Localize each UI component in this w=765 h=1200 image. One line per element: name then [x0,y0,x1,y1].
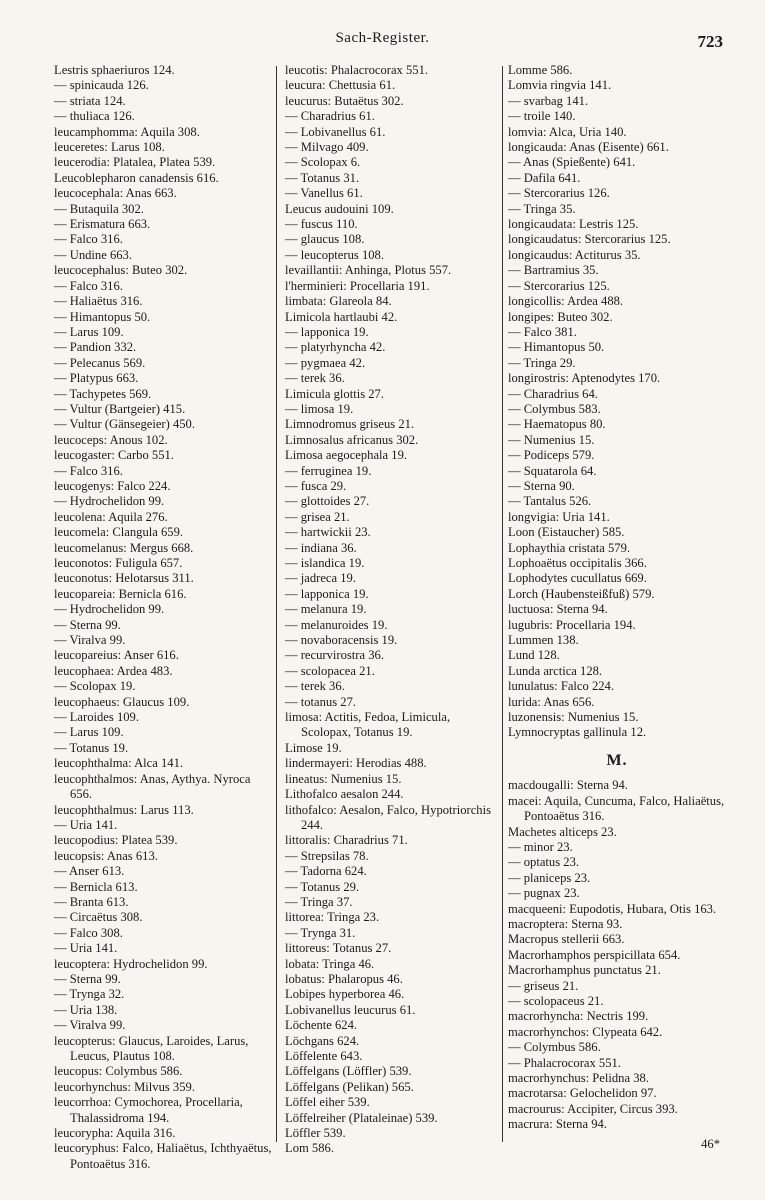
index-entry: — grisea 21. [285,509,350,524]
index-entry: — Scolopax 6. [285,155,361,170]
index-entry: — Totanus 31. [285,170,360,185]
index-entry: — Butaquila 302. [54,201,144,216]
index-entry: — Dafila 641. [508,170,581,185]
index-entry: — Numenius 15. [508,432,595,447]
index-entry: luzonensis: Numenius 15. [508,710,639,725]
index-entry: longicaudus: Actiturus 35. [508,247,641,262]
index-entry: — Sterna 99. [54,617,121,632]
index-entry: Löffelgans (Löffler) 539. [285,1064,412,1079]
index-entry: lurida: Anas 656. [508,694,595,709]
index-entry: — Bernicla 613. [54,879,138,894]
index-entry: leucocephalus: Buteo 302. [54,263,188,278]
index-entry: — spinicauda 126. [54,78,149,93]
index-entry: Lobipes hyperborea 46. [285,987,405,1002]
index-entry: — Squatarola 64. [508,463,597,478]
index-entry: leucorhynchus: Milvus 359. [54,1079,195,1094]
index-entry: Lom 586. [285,1141,334,1156]
index-entry: — Strepsilas 78. [285,848,369,863]
index-entry: — Tringa 29. [508,355,576,370]
index-entry: lomvia: Alca, Uria 140. [508,124,627,139]
index-entry: leucomela: Clangula 659. [54,525,184,540]
index-entry: — pugnax 23. [508,886,580,901]
index-entry: — Stercorarius 126. [508,186,610,201]
index-entry: macrotarsa: Gelochelidon 97. [508,1086,657,1101]
index-entry: — limosa 19. [285,401,354,416]
index-entry: — glaucus 108. [285,232,365,247]
index-entry: limosa: Actitis, Fedoa, Limicula, Scolopax, Totanus 19. [285,710,451,740]
index-entry: — Sterna 90. [508,478,575,493]
index-entry: — Viralva 99. [54,1018,126,1033]
index-entry: Macrorhamphos perspicillata 654. [508,947,681,962]
index-entry: — leucopterus 108. [285,247,384,262]
index-entry: Lunda arctica 128. [508,663,603,678]
index-entry: longicaudata: Lestris 125. [508,217,639,232]
index-entry: leucomelanus: Mergus 668. [54,540,194,555]
index-entry: Lophaythia cristata 579. [508,540,631,555]
index-entry: — Lobivanellus 61. [285,124,386,139]
index-entry: — Vanellus 61. [285,186,363,201]
index-entry: — striata 124. [54,93,126,108]
running-header: Sach-Register. [335,30,430,46]
index-entry: — Uria 138. [54,1002,118,1017]
index-entry: — griseus 21. [508,978,579,993]
index-entry: Lomme 586. [508,63,573,77]
index-entry: Lophodytes cucullatus 669. [508,571,647,586]
index-entry: Lestris sphaeriuros 124. [54,63,175,77]
index-entry: littoreus: Totanus 27. [285,941,392,956]
index-entry: — hartwickii 23. [285,525,371,540]
index-entry: macrorhynchus: Pelidna 38. [508,1071,649,1085]
index-entry: — Laroides 109. [54,710,139,725]
index-entry: lugubris: Procellaria 194. [508,617,636,632]
index-entry: Machetes alticeps 23. [508,824,617,839]
index-entry: — Falco 316. [54,232,123,247]
index-entry: Löffel eiher 539. [285,1095,370,1110]
index-entry: — Falco 381. [508,324,577,339]
index-entry: — Circaëtus 308. [54,910,143,925]
index-entry: macdougalli: Sterna 94. [508,778,628,793]
index-entry: lindermayeri: Herodias 488. [285,756,427,771]
index-column-3-bottom [508,778,726,1132]
index-entry: — indiana 36. [285,540,357,555]
index-entry: — Totanus 29. [285,879,360,894]
index-entry: Lund 128. [508,648,560,663]
index-entry: — islandica 19. [285,556,365,570]
index-entry: — Vultur (Bartgeier) 415. [54,401,186,416]
index-entry: — planiceps 23. [508,870,591,885]
index-entry: Löffelreiher (Plataleinae) 539. [285,1110,438,1125]
index-entry: Limnosalus africanus 302. [285,432,419,447]
index-entry: longicollis: Ardea 488. [508,294,624,309]
index-entry: littoralis: Charadrius 71. [285,833,408,848]
index-entry: — glottoides 27. [285,494,370,509]
index-entry: Lobivanellus leucurus 61. [285,1002,416,1017]
index-entry: macrorhynchos: Clypeata 642. [508,1024,663,1039]
index-entry: — Sterna 99. [54,971,121,986]
index-entry: longicauda: Anas (Eisente) 661. [508,140,669,155]
index-entry: lineatus: Numenius 15. [285,771,402,786]
index-entry: Löffler 539. [285,1126,346,1141]
index-entry: longirostris: Aptenodytes 170. [508,371,661,386]
index-entry: Loon (Eistaucher) 585. [508,525,625,540]
index-entry: macroptera: Sterna 93. [508,916,623,931]
index-entry: leucurus: Butaëtus 302. [285,93,404,108]
index-entry: — Undine 663. [54,247,133,262]
index-entry: Macrorhamphus punctatus 21. [508,963,661,978]
index-entry: Macropus stellerii 663. [508,932,625,947]
index-entry: lobata: Tringa 46. [285,956,375,971]
index-entry: Lomvia ringvia 141. [508,78,612,93]
index-entry: — Branta 613. [54,894,129,909]
index-entry: Löchgans 624. [285,1033,360,1048]
index-entry: — Platypus 663. [54,371,139,386]
index-entry: lunulatus: Falco 224. [508,679,614,694]
index-entry: Lithofalco aesalon 244. [285,787,404,802]
index-entry: leucoptera: Hydrochelidon 99. [54,956,208,971]
index-entry: leuconotos: Fuligula 657. [54,556,183,570]
index-entry: leucopareia: Bernicla 616. [54,586,187,601]
index-entry: leucoceps: Anous 102. [54,432,168,447]
index-entry: — Charadrius 61. [285,109,375,124]
index-entry: leucorrhoa: Cymochorea, Procellaria, Thalassidroma 194. [54,1095,243,1125]
index-entry: — Pandion 332. [54,340,137,355]
index-entry: Leucus audouini 109. [285,201,394,216]
index-entry: leucogaster: Carbo 551. [54,448,174,463]
index-entry: — Colymbus 583. [508,401,601,416]
index-entry: Löffelente 643. [285,1049,363,1063]
index-entry: — ferruginea 19. [285,463,372,478]
index-entry: leucophthalmos: Anas, Aythya. Nyroca 656. [54,771,251,802]
index-entry: — scolopacea 21. [285,663,375,678]
index-column-3-top [508,63,726,741]
index-entry: — Tantalus 526. [508,494,592,509]
index-entry: luctuosa: Sterna 94. [508,602,608,617]
index-entry: — Himantopus 50. [54,309,151,324]
index-entry: — thuliaca 126. [54,109,135,124]
index-entry: — Tadorna 624. [285,864,367,879]
index-entry: — Pelecanus 569. [54,355,146,370]
index-entry: — Larus 109. [54,725,124,740]
index-entry: — fuscus 110. [285,217,358,232]
index-entry: Limicula glottis 27. [285,386,384,401]
index-entry: — Anas (Spießente) 641. [508,155,636,170]
index-entry: — lapponica 19. [285,586,369,601]
index-entry: leucopareius: Anser 616. [54,648,179,663]
index-entry: limbata: Glareola 84. [285,294,392,309]
index-entry: l'herminieri: Procellaria 191. [285,278,430,293]
index-entry: leucophthalma: Alca 141. [54,756,184,771]
index-entry: — Hydrochelidon 99. [54,602,165,617]
index-entry: — fusca 29. [285,478,347,493]
index-column-1 [54,63,272,1172]
index-entry: leuconotus: Helotarsus 311. [54,571,194,586]
signature-mark: 46* [701,1136,720,1151]
index-entry: macrourus: Accipiter, Circus 393. [508,1101,678,1116]
index-entry: longipes: Buteo 302. [508,309,613,324]
page-number: 723 [697,32,723,51]
index-entry: — Uria 141. [54,817,118,832]
index-entry: — terek 36. [285,679,345,694]
index-entry: longvigia: Uria 141. [508,509,610,524]
index-entry: — pygmaea 42. [285,355,366,370]
index-entry: — melanuroides 19. [285,617,388,632]
index-entry: leucotis: Phalacrocorax 551. [285,63,429,77]
index-entry: macrorhyncha: Nectris 199. [508,1009,649,1024]
index-entry: leucophthalmus: Larus 113. [54,802,194,817]
index-entry: leucamphomma: Aquila 308. [54,124,200,139]
index-entry: leucophaeus: Glaucus 109. [54,694,190,709]
index-entry: macei: Aquila, Cuncuma, Falco, Haliaëtus, Pontoaëtus 316. [508,793,725,824]
index-entry: — Podiceps 579. [508,448,595,463]
index-entry: leucopsis: Anas 613. [54,848,158,863]
index-entry: — jadreca 19. [285,571,356,586]
index-entry: leucolena: Aquila 276. [54,509,168,524]
index-entry: Limicola hartlaubi 42. [285,309,398,324]
column-divider-1 [276,66,277,1142]
index-entry: — Haematopus 80. [508,417,606,432]
index-entry: leucopodius: Platea 539. [54,833,178,848]
index-entry: — Tringa 35. [508,201,576,216]
index-entry: — lapponica 19. [285,324,369,339]
index-entry: lithofalco: Aesalon, Falco, Hypotriorchis 244. [285,802,492,832]
index-entry: — Tachypetes 569. [54,386,152,401]
index-entry: — Himantopus 50. [508,340,605,355]
section-heading-m: M. [606,751,628,769]
index-entry: Löffelgans (Pelikan) 565. [285,1079,414,1094]
index-entry: — Vultur (Gänsegeier) 450. [54,417,196,432]
index-entry: macqueeni: Eupodotis, Hubara, Otis 163. [508,901,717,916]
index-entry: longicaudatus: Stercorarius 125. [508,232,671,247]
index-entry: — Falco 316. [54,463,123,478]
index-entry: Limosa aegocephala 19. [285,448,408,463]
index-entry: — Viralva 99. [54,633,126,648]
index-entry: — Erismatura 663. [54,217,151,232]
index-entry: — Hydrochelidon 99. [54,494,165,509]
index-entry: leucocephala: Anas 663. [54,186,177,201]
index-entry: — Falco 316. [54,278,123,293]
index-entry: — scolopaceus 21. [508,993,604,1008]
index-entry: — Phalacrocorax 551. [508,1055,621,1070]
index-entry: leucogenys: Falco 224. [54,478,171,493]
index-entry: Limnodromus griseus 21. [285,417,415,432]
index-entry: — troile 140. [508,109,576,124]
index-entry: — optatus 23. [508,855,580,870]
index-entry: Limose 19. [285,740,342,755]
index-entry: — Trynga 32. [54,987,125,1002]
index-entry: — Colymbus 586. [508,1040,601,1055]
index-entry: — novaboracensis 19. [285,633,398,648]
index-entry: — Totanus 19. [54,740,129,755]
index-entry: littorea: Tringa 23. [285,910,380,925]
index-entry: levaillantii: Anhinga, Plotus 557. [285,263,452,278]
index-entry: Lorch (Haubensteißfuß) 579. [508,586,655,601]
index-entry: — minor 23. [508,839,573,854]
index-entry: — terek 36. [285,371,345,386]
index-entry: Leucoblepharon canadensis 616. [54,170,219,185]
index-entry: macrura: Sterna 94. [508,1117,607,1132]
index-entry: Lophoaëtus occipitalis 366. [508,556,647,570]
index-entry: — Uria 141. [54,941,118,956]
index-entry: — Tringa 37. [285,894,353,909]
index-entry: — recurvirostra 36. [285,648,384,663]
index-entry: leucopterus: Glaucus, Laroides, Larus, Leucus, Plautus 108. [54,1033,249,1063]
index-entry: Lummen 138. [508,633,579,648]
index-entry: — melanura 19. [285,602,367,617]
index-entry: — Trynga 31. [285,925,356,940]
index-entry: leucura: Chettusia 61. [285,78,396,93]
index-entry: Lymnocryptas gallinula 12. [508,725,647,740]
index-entry: leucopus: Colymbus 586. [54,1064,183,1079]
index-entry: — Bartramius 35. [508,263,599,278]
index-entry: — totanus 27. [285,694,357,709]
index-entry: leucoryphus: Falco, Haliaëtus, Ichthyaëtus, Pontoaëtus 316. [54,1141,272,1171]
index-entry: leucophaea: Ardea 483. [54,663,173,678]
index-entry: — svarbag 141. [508,93,589,108]
index-column-3 [508,63,726,1152]
index-entry: leuceretes: Larus 108. [54,140,165,155]
index-entry: — Haliaëtus 316. [54,294,143,309]
index-entry: leucorypha: Aquila 316. [54,1126,176,1141]
index-entry: — Charadrius 64. [508,386,598,401]
index-column-2 [285,63,503,1157]
index-entry: — Stercorarius 125. [508,278,610,293]
index-entry: lobatus: Phalaropus 46. [285,971,403,986]
index-entry: — Larus 109. [54,324,124,339]
index-entry: — Anser 613. [54,864,125,879]
index-entry: — platyrhyncha 42. [285,340,386,355]
index-entry: — Milvago 409. [285,140,369,155]
index-entry: — Scolopax 19. [54,679,136,694]
index-entry: leucerodia: Platalea, Platea 539. [54,155,216,170]
index-entry: Löchente 624. [285,1018,358,1033]
index-entry: — Falco 308. [54,925,123,940]
